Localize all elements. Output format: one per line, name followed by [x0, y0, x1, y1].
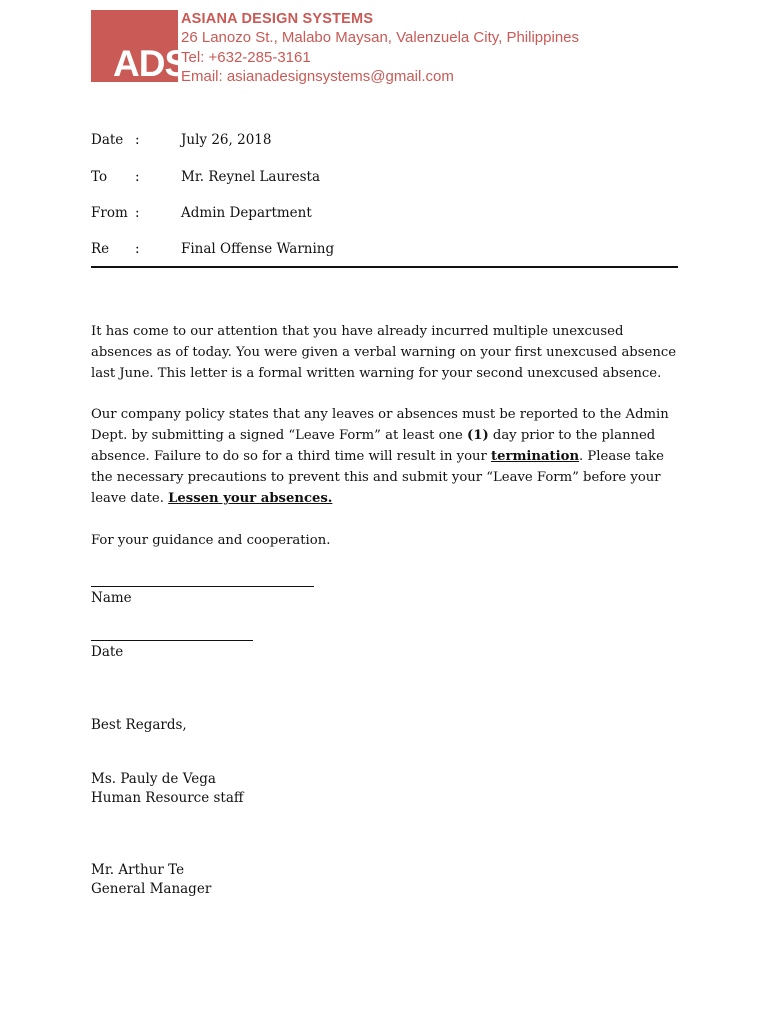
regards-text: Best Regards, — [91, 717, 187, 733]
body-paragraph-1: It has come to our attention that you have already incurred multiple unexcused absences as of today. You were given a verbal warning on your first unexcused absence last June. This letter is a formal written warning for your second unexcused absence. — [91, 324, 677, 381]
memo-to-value: Mr. Reynel Lauresta — [181, 169, 321, 185]
memo-from-label: From — [91, 205, 128, 221]
company-email: Email: asianadesignsystems@gmail.com — [181, 68, 454, 85]
name-label: Name — [91, 590, 132, 606]
memo-colon: : — [135, 132, 140, 148]
memo-colon: : — [135, 241, 140, 257]
signer-gm — [91, 861, 211, 899]
memo-re-value: Final Offense Warning — [181, 241, 335, 257]
memo-from-value: Admin Department — [181, 205, 312, 221]
logo-text: ADS — [113, 43, 189, 84]
memo-re-label: Re — [91, 241, 110, 257]
memo-to-label: To — [91, 169, 108, 185]
para2-text-c: day prior to the planned absence. Failure to do so for a third time will result in your — [91, 428, 656, 464]
para2-text-d: . Please take the necessary precautions to prevent this and submit your “Leave Form” before your leave date. — [91, 449, 664, 506]
date-label: Date — [91, 644, 124, 660]
memo-date-value: July 26, 2018 — [181, 132, 272, 148]
company-tel: Tel: +632-285-3161 — [181, 48, 311, 66]
company-address: 26 Lanozo St., Malabo Maysan, Valenzuela City, Philippines — [181, 29, 580, 46]
memo-date-label: Date — [91, 132, 124, 148]
company-info — [181, 10, 579, 87]
lessen-absences-emphasis: Lessen your absences. — [168, 491, 333, 506]
company-logo — [91, 10, 189, 84]
signer-gm-name: Mr. Arthur Te — [91, 862, 185, 878]
date-signature-line — [91, 640, 253, 641]
memo-colon: : — [135, 169, 140, 185]
closing-regards — [91, 716, 187, 735]
body-paragraph-2 — [91, 404, 681, 509]
signer-hr-title: Human Resource staff — [91, 790, 244, 806]
company-name: ASIANA DESIGN SYSTEMS — [181, 11, 374, 27]
body-paragraph-3: For your guidance and cooperation. — [91, 533, 331, 548]
para2-one-day: (1) — [467, 428, 489, 443]
name-signature-line — [91, 586, 314, 587]
memo-colon: : — [135, 205, 140, 221]
para2-text-a: Our company policy states that any leaves or absences must be reported to the Admin Dept. by submitting a signed “Leave Form” at least one — [91, 407, 669, 443]
signer-hr — [91, 770, 244, 808]
header-divider — [91, 266, 678, 268]
signer-gm-title: General Manager — [91, 881, 212, 897]
termination-emphasis: termination — [491, 449, 580, 464]
signer-hr-name: Ms. Pauly de Vega — [91, 771, 216, 787]
